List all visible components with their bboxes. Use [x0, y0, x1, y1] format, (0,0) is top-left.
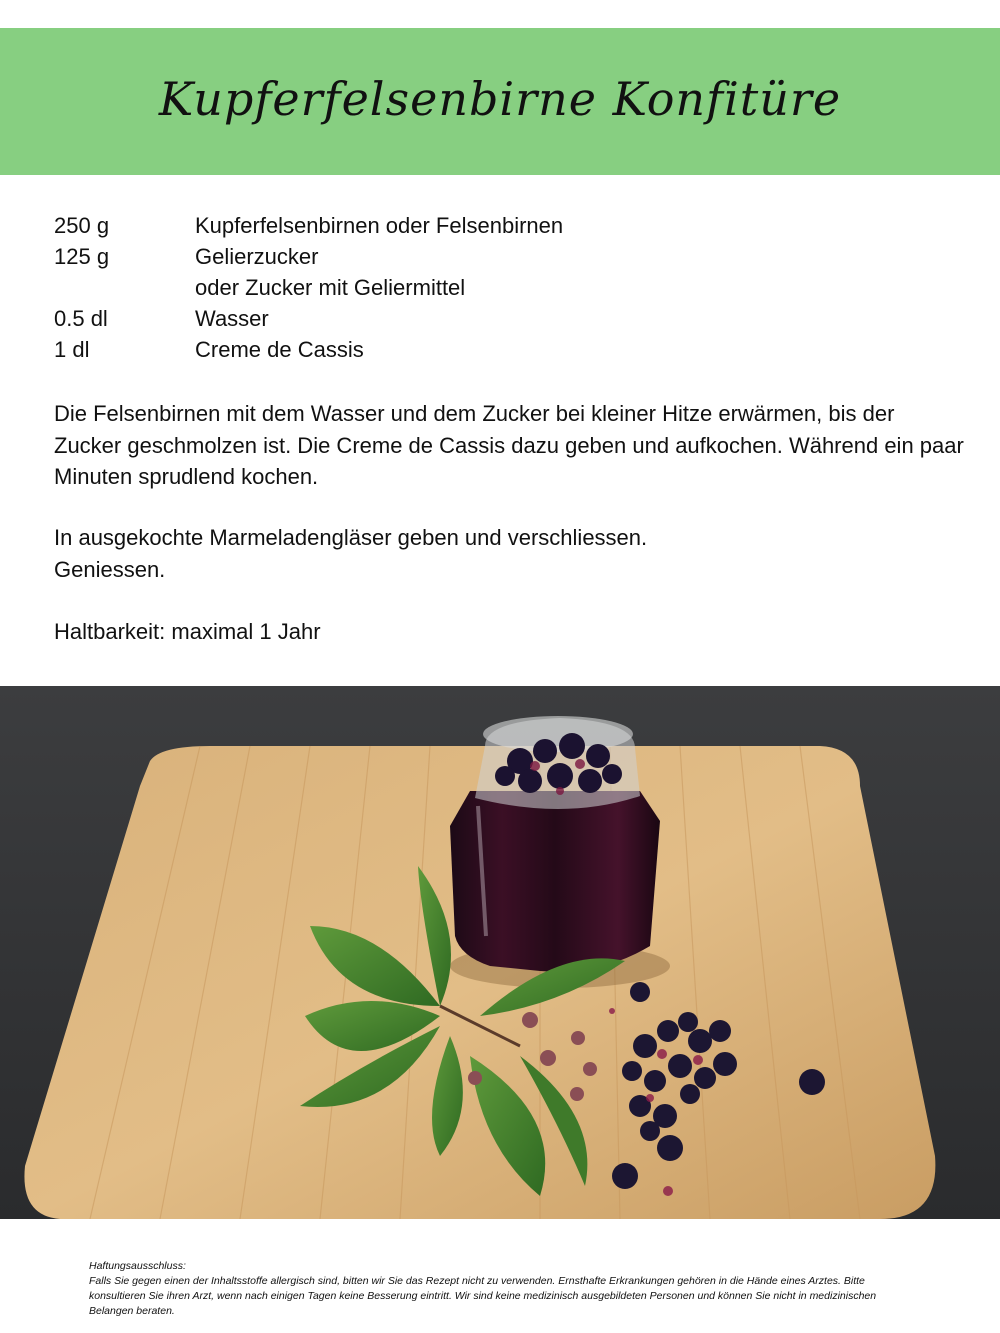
- instructions-bottling: [54, 522, 964, 585]
- jar-mouth: [483, 716, 633, 752]
- title-banner: [0, 28, 1000, 175]
- ingredient-row: [54, 272, 954, 303]
- ingredient-row: [54, 303, 954, 334]
- ingredient-name: oder Zucker mit Geliermittel: [195, 275, 466, 300]
- ingredient-quantity: 0.5 dl: [54, 306, 108, 331]
- ingredient-quantity: [54, 272, 195, 303]
- shelf-life: Haltbarkeit: maximal 1 Jahr: [54, 619, 321, 644]
- enjoy-line: Geniessen.: [54, 556, 166, 582]
- disclaimer-heading: Haftungsausschluss:: [89, 1260, 186, 1272]
- page-title: Kupferfelsenbirne Konfitüre: [158, 71, 842, 126]
- ingredient-name: Kupferfelsenbirnen oder Felsenbirnen: [195, 213, 564, 238]
- ingredient-name: Wasser: [195, 306, 269, 331]
- ingredient-row: [54, 241, 954, 272]
- ingredient-name: Gelierzucker: [195, 244, 319, 269]
- ingredient-list: [54, 210, 954, 365]
- ingredient-quantity: 1 dl: [54, 337, 90, 362]
- ingredient-row: [54, 334, 954, 365]
- ingredient-name: Creme de Cassis: [195, 337, 364, 362]
- ingredient-quantity: 125 g: [54, 244, 110, 269]
- bottling-line: In ausgekochte Marmeladengläser geben und verschliessen.: [54, 525, 648, 550]
- instructions-paragraph: Die Felsenbirnen mit dem Wasser und dem Zucker bei kleiner Hitze erwärmen, bis der Zucker geschmolzen ist. Die Creme de Cassis dazu geben und aufkochen. Während ein paar Minuten sprudlend kochen.: [54, 401, 964, 489]
- jam-photo: [0, 686, 1000, 1219]
- ingredient-quantity: 250 g: [54, 213, 110, 238]
- disclaimer-text: Falls Sie gegen einen der Inhaltsstoffe allergisch sind, bitten wir Sie das Rezept nicht zu verwenden. Ernsthafte Erkrankungen gehören in die Hände eines Arztes. Bitte konsultieren Sie ihren Arzt, wenn nach einigen Tagen keine Besserung eintritt. Wir sind keine medizinisch ausgebildeten Personen und können Sie nicht in medizinischen Belangen beraten.: [89, 1275, 877, 1317]
- disclaimer: [89, 1259, 919, 1319]
- ingredient-row: [54, 210, 954, 241]
